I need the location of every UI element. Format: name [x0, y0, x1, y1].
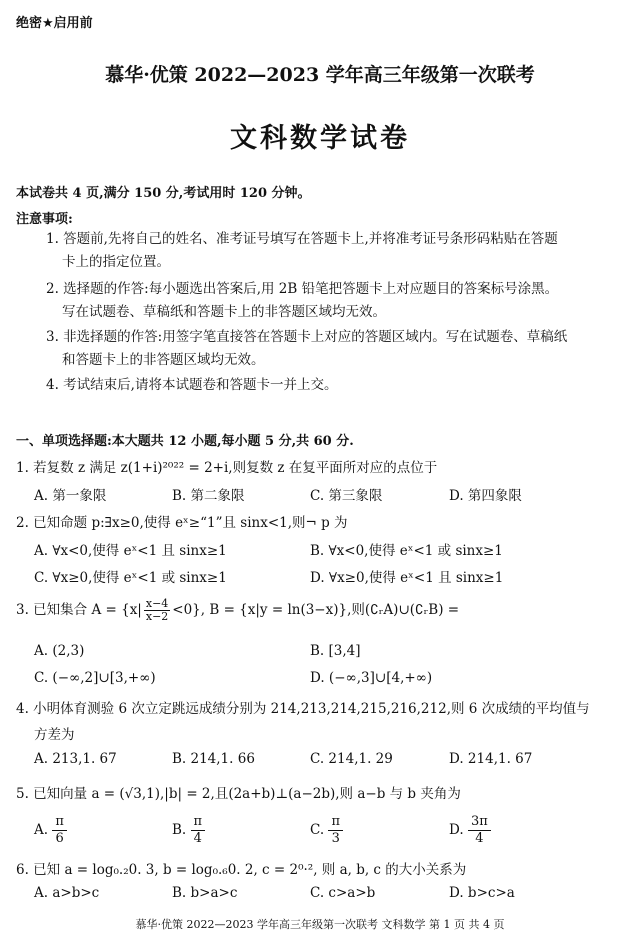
section-heading: 一、单项选择题:本大题共 12 小题,每小题 5 分,共 60 分. — [16, 434, 354, 449]
note-line: 和答题卡上的非答题区域均无效。 — [62, 352, 265, 368]
option-label: B. — [172, 822, 187, 838]
question-4-stem-line2: 方差为 — [34, 727, 75, 743]
subject-title: 文科数学试卷 — [230, 123, 410, 154]
option-fraction — [328, 814, 343, 847]
question-4-option-b: B. 214,1. 66 — [172, 751, 255, 767]
note-line: 写在试题卷、草稿纸和答题卡上的非答题区域均无效。 — [62, 304, 386, 320]
question-2-stem: 2. 已知命题 p:∃x≥0,使得 eˣ≥“1”且 sinx<1,则¬ p 为 — [16, 515, 348, 531]
question-2-option-c: C. ∀x≥0,使得 eˣ<1 或 sinx≥1 — [34, 570, 227, 586]
note-line: 卡上的指定位置。 — [62, 254, 170, 270]
question-5-option-a — [34, 814, 67, 847]
exam-intro: 本试卷共 4 页,满分 150 分,考试用时 120 分钟。 — [16, 186, 311, 201]
question-5-option-b — [172, 814, 205, 847]
fraction-denominator: 4 — [193, 831, 202, 846]
question-4-option-d: D. 214,1. 67 — [449, 751, 533, 767]
fraction-denominator: 4 — [475, 831, 484, 846]
question-3-option-c: C. (−∞,2]∪[3,+∞) — [34, 670, 156, 686]
fraction-numerator: π — [52, 814, 67, 831]
fraction-denominator: 3 — [331, 831, 340, 846]
question-5-option-c — [310, 814, 343, 847]
fraction-numerator: 3π — [468, 814, 491, 831]
question-6-option-a: A. a>b>c — [34, 885, 100, 901]
question-3-fraction — [144, 598, 170, 623]
question-5-stem: 5. 已知向量 a = (√3,1),|b| = 2,且(2a+b)⊥(a−2b),则 a−b 与 b 夹角为 — [16, 786, 461, 802]
question-1-option-c: C. 第三象限 — [310, 488, 383, 504]
option-fraction — [468, 814, 491, 847]
question-6-stem: 6. 已知 a = log₀.₂0. 3, b = log₀.₆0. 2, c = 2⁰·², 则 a, b, c 的大小关系为 — [16, 862, 467, 878]
question-6-option-c: C. c>a>b — [310, 885, 376, 901]
question-4-option-a: A. 213,1. 67 — [34, 751, 117, 767]
question-2-option-d: D. ∀x≥0,使得 eˣ<1 且 sinx≥1 — [310, 570, 504, 586]
question-2-option-a: A. ∀x<0,使得 eˣ<1 且 sinx≥1 — [34, 543, 227, 559]
note-line: 1. 答题前,先将自己的姓名、准考证号填写在答题卡上,并将准考证号条形码粘贴在答题 — [46, 231, 558, 247]
option-label: D. — [449, 822, 464, 838]
option-label: C. — [310, 822, 325, 838]
question-3-option-d: D. (−∞,3]∪[4,+∞) — [310, 670, 433, 686]
fraction-numerator: π — [191, 814, 206, 831]
question-4-stem-line1: 4. 小明体育测验 6 次立定跳远成绩分别为 214,213,214,215,216,212,则 6 次成绩的平均值与 — [16, 701, 590, 717]
question-1-stem: 1. 若复数 z 满足 z(1+i)²⁰²² = 2+i,则复数 z 在复平面所对应的点位于 — [16, 460, 438, 476]
question-3-stem — [16, 598, 459, 623]
question-1-option-b: B. 第二象限 — [172, 488, 245, 504]
question-6-option-d: D. b>c>a — [449, 885, 515, 901]
question-3-stem-b: <0}, B = {x|y = ln(3−x)},则(∁ᵣA)∪(∁ᵣB) = — [172, 602, 460, 618]
note-line: 4. 考试结束后,请将本试题卷和答题卡一并上交。 — [46, 377, 338, 393]
question-3-option-b: B. [3,4] — [310, 643, 361, 659]
fraction-numerator: x−4 — [145, 597, 169, 610]
question-1-option-d: D. 第四象限 — [449, 488, 522, 504]
question-1-option-a: A. 第一象限 — [34, 488, 107, 504]
question-3-stem-a: 3. 已知集合 A = {x| — [16, 602, 142, 618]
fraction-numerator: π — [328, 814, 343, 831]
note-line: 3. 非选择题的作答:用签字笔直接答在答题卡上对应的答题区域内。写在试题卷、草稿纸 — [46, 329, 568, 345]
notes-heading: 注意事项: — [16, 212, 73, 227]
note-line: 2. 选择题的作答:每小题选出答案后,用 2B 铅笔把答题卡上对应题目的答案标号涂黑。 — [46, 281, 559, 297]
fraction-denominator: x−2 — [145, 610, 169, 623]
option-fraction — [52, 814, 67, 847]
page-footer: 慕华·优策 2022—2023 学年高三年级第一次联考 文科数学 第 1 页 共 4 页 — [135, 918, 505, 931]
fraction-denominator: 6 — [55, 831, 64, 846]
exam-title: 慕华·优策 2022—2023 学年高三年级第一次联考 — [105, 64, 535, 86]
question-5-option-d — [449, 814, 491, 847]
question-3-option-a: A. (2,3) — [34, 643, 85, 659]
option-label: A. — [34, 822, 49, 838]
question-6-option-b: B. b>a>c — [172, 885, 238, 901]
question-2-option-b: B. ∀x<0,使得 eˣ<1 或 sinx≥1 — [310, 543, 503, 559]
confidential-label: 绝密★启用前 — [16, 16, 93, 31]
question-4-option-c: C. 214,1. 29 — [310, 751, 393, 767]
option-fraction — [191, 814, 206, 847]
